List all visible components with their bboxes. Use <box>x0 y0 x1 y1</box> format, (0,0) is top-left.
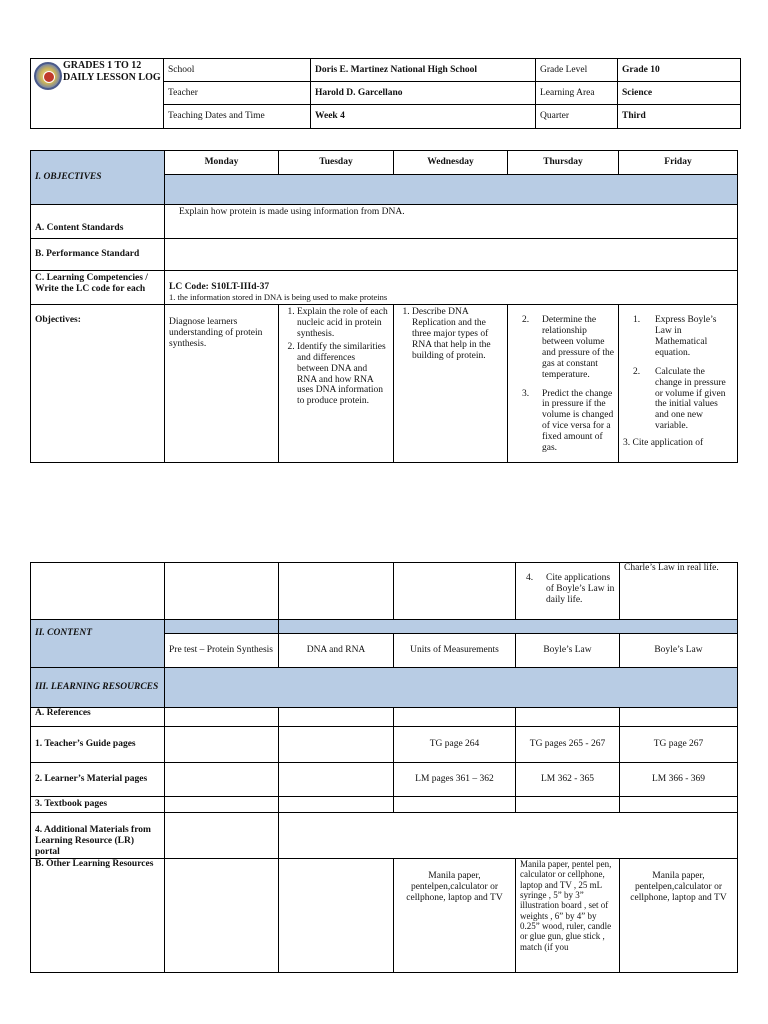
item-text: Predict the change in pressure if the volume is changed of vice versa for a fixed amount of gas. <box>542 388 614 454</box>
empty-cell <box>394 797 516 813</box>
content-heading: II. CONTENT <box>31 620 165 668</box>
performance-standard-value <box>165 239 738 271</box>
cont-blank <box>31 563 165 620</box>
quarter-label: Quarter <box>536 105 618 129</box>
empty-cell <box>620 708 738 727</box>
resources-table <box>30 562 738 973</box>
objective-friday-tail: 3. Cite application of <box>623 438 704 449</box>
quarter-value: Third <box>618 105 741 129</box>
cont-friday: Charle’s Law in real life. <box>620 563 738 620</box>
cont-thursday <box>516 563 620 620</box>
competencies-label: C. Learning Competencies / Write the LC code for each <box>31 271 165 305</box>
content-monday: Pre test – Protein Synthesis <box>165 634 279 668</box>
other-thursday: Manila paper, pentel pen, calculator or cellphone, laptop and TV , 25 mL syringe , 5” by 3” illustration board , set of weights , 6” by 4” by 0.25” wood, ruler, candle or glue gun, glue stick , match (if you <box>516 859 620 973</box>
tg-friday: TG page 267 <box>620 727 738 763</box>
learning-area-label: Learning Area <box>536 82 618 105</box>
objective-friday <box>619 305 738 463</box>
other-resources-label: B. Other Learning Resources <box>31 859 165 973</box>
lm-thursday: LM 362 - 365 <box>516 763 620 797</box>
objective-tuesday <box>279 305 394 463</box>
content-tuesday: DNA and RNA <box>279 634 394 668</box>
empty-cell <box>165 708 279 727</box>
objective-tuesday-item: 1. Explain the role of each nucleic acid in protein synthesis. <box>297 307 389 340</box>
grade-level-value: Grade 10 <box>618 59 741 82</box>
objective-wednesday <box>394 305 508 463</box>
lm-tuesday <box>279 763 394 797</box>
empty-cell <box>165 813 279 859</box>
performance-standard-label: B. Performance Standard <box>31 239 165 271</box>
item-number: 4. <box>526 573 534 583</box>
content-thursday: Boyle’s Law <box>516 634 620 668</box>
lc-text: 1. the information stored in DNA is being used to make proteins <box>169 292 388 303</box>
item-number: 2. <box>633 366 641 377</box>
content-band-monday <box>165 620 279 634</box>
content-standards-value: Explain how protein is made using information from DNA. <box>179 207 405 217</box>
objective-friday-item <box>623 315 733 359</box>
competencies-cell <box>165 271 738 305</box>
objective-thursday-item <box>512 389 614 455</box>
school-value: Doris E. Martinez National High School <box>311 59 536 82</box>
empty-cell <box>620 797 738 813</box>
empty-cell <box>165 859 279 973</box>
cont-tuesday <box>279 563 394 620</box>
logo-cell <box>31 59 164 129</box>
item-text: Cite applications of Boyle’s Law in daily life. <box>546 573 615 605</box>
lm-monday <box>165 763 279 797</box>
content-band <box>279 620 738 634</box>
cont-monday <box>165 563 279 620</box>
tg-thursday: TG pages 265 - 267 <box>516 727 620 763</box>
deped-seal-icon <box>34 62 62 90</box>
empty-cell <box>279 708 394 727</box>
empty-cell <box>165 797 279 813</box>
objective-wednesday-item: 1. Describe DNA Replication and the three major types of RNA that help in the building of protein. <box>412 307 503 362</box>
learning-area-value: Science <box>618 82 741 105</box>
additional-materials-value <box>279 813 738 859</box>
content-standards-text <box>165 205 738 239</box>
lm-label: 2. Learner’s Material pages <box>31 763 165 797</box>
tg-monday <box>165 727 279 763</box>
day-header-wednesday: Wednesday <box>394 151 508 175</box>
objectives-table <box>30 150 738 463</box>
textbook-label: 3. Textbook pages <box>31 797 165 813</box>
objective-thursday <box>508 305 619 463</box>
day-header-friday: Friday <box>619 151 738 175</box>
lc-code: LC Code: S10LT-IIId-37 <box>169 282 270 293</box>
empty-cell <box>279 859 394 973</box>
objectives-heading: I. OBJECTIVES <box>31 151 165 205</box>
cont-wednesday <box>394 563 516 620</box>
references-label: A. References <box>31 708 165 727</box>
teaching-dates-label: Teaching Dates and Time <box>164 105 311 129</box>
item-text: Determine the relationship between volume and pressure of the gas at constant temperature. <box>542 315 615 380</box>
dll-title <box>63 60 161 84</box>
grade-level-label: Grade Level <box>536 59 618 82</box>
content-friday: Boyle’s Law <box>620 634 738 668</box>
teaching-dates-value: Week 4 <box>311 105 536 129</box>
lm-wednesday: LM pages 361 – 362 <box>394 763 516 797</box>
school-label: School <box>164 59 311 82</box>
content-wednesday: Units of Measurements <box>394 634 516 668</box>
learning-resources-band <box>165 668 738 708</box>
tg-tuesday <box>279 727 394 763</box>
empty-cell <box>516 708 620 727</box>
day-header-thursday: Thursday <box>508 151 619 175</box>
item-number: 1. <box>633 315 641 325</box>
tg-wednesday: TG page 264 <box>394 727 516 763</box>
learning-resources-heading: III. LEARNING RESOURCES <box>31 668 165 708</box>
content-standards-label: A. Content Standards <box>31 205 165 239</box>
empty-cell <box>394 708 516 727</box>
tg-label: 1. Teacher’s Guide pages <box>31 727 165 763</box>
objective-tuesday-item: 2. Identify the similarities and differences between DNA and RNA and how RNA uses DNA information to produce protein. <box>297 342 389 408</box>
objectives-label: Objectives: <box>31 305 165 463</box>
dll-title-line-1: GRADES 1 TO 12 <box>63 60 142 71</box>
item-text: Calculate the change in pressure or volume if given the initial values and one new variable. <box>655 366 726 432</box>
empty-cell <box>516 797 620 813</box>
item-number: 2. <box>522 315 530 325</box>
objective-thursday-item <box>520 573 615 606</box>
item-number: 3. <box>522 388 530 399</box>
objective-monday-text: Diagnose learners understanding of protein synthesis. <box>169 317 263 349</box>
objective-thursday-item <box>512 315 614 381</box>
additional-materials-label: 4. Additional Materials from Learning Resource (LR) portal <box>31 813 165 859</box>
day-header-tuesday: Tuesday <box>279 151 394 175</box>
lm-friday: LM 366 - 369 <box>620 763 738 797</box>
objective-monday <box>165 305 279 463</box>
item-text: Express Boyle’s Law in Mathematical equation. <box>655 315 717 358</box>
dll-title-line-2: DAILY LESSON LOG <box>63 72 161 83</box>
other-wednesday: Manila paper, pentelpen,calculator or cellphone, laptop and TV <box>394 859 516 973</box>
header-table <box>30 58 741 129</box>
teacher-label: Teacher <box>164 82 311 105</box>
teacher-value: Harold D. Garcellano <box>311 82 536 105</box>
objective-friday-item <box>623 367 733 433</box>
day-header-monday: Monday <box>165 151 279 175</box>
objectives-blue-band <box>165 175 738 205</box>
empty-cell <box>279 797 394 813</box>
other-friday: Manila paper, pentelpen,calculator or cellphone, laptop and TV <box>620 859 738 973</box>
